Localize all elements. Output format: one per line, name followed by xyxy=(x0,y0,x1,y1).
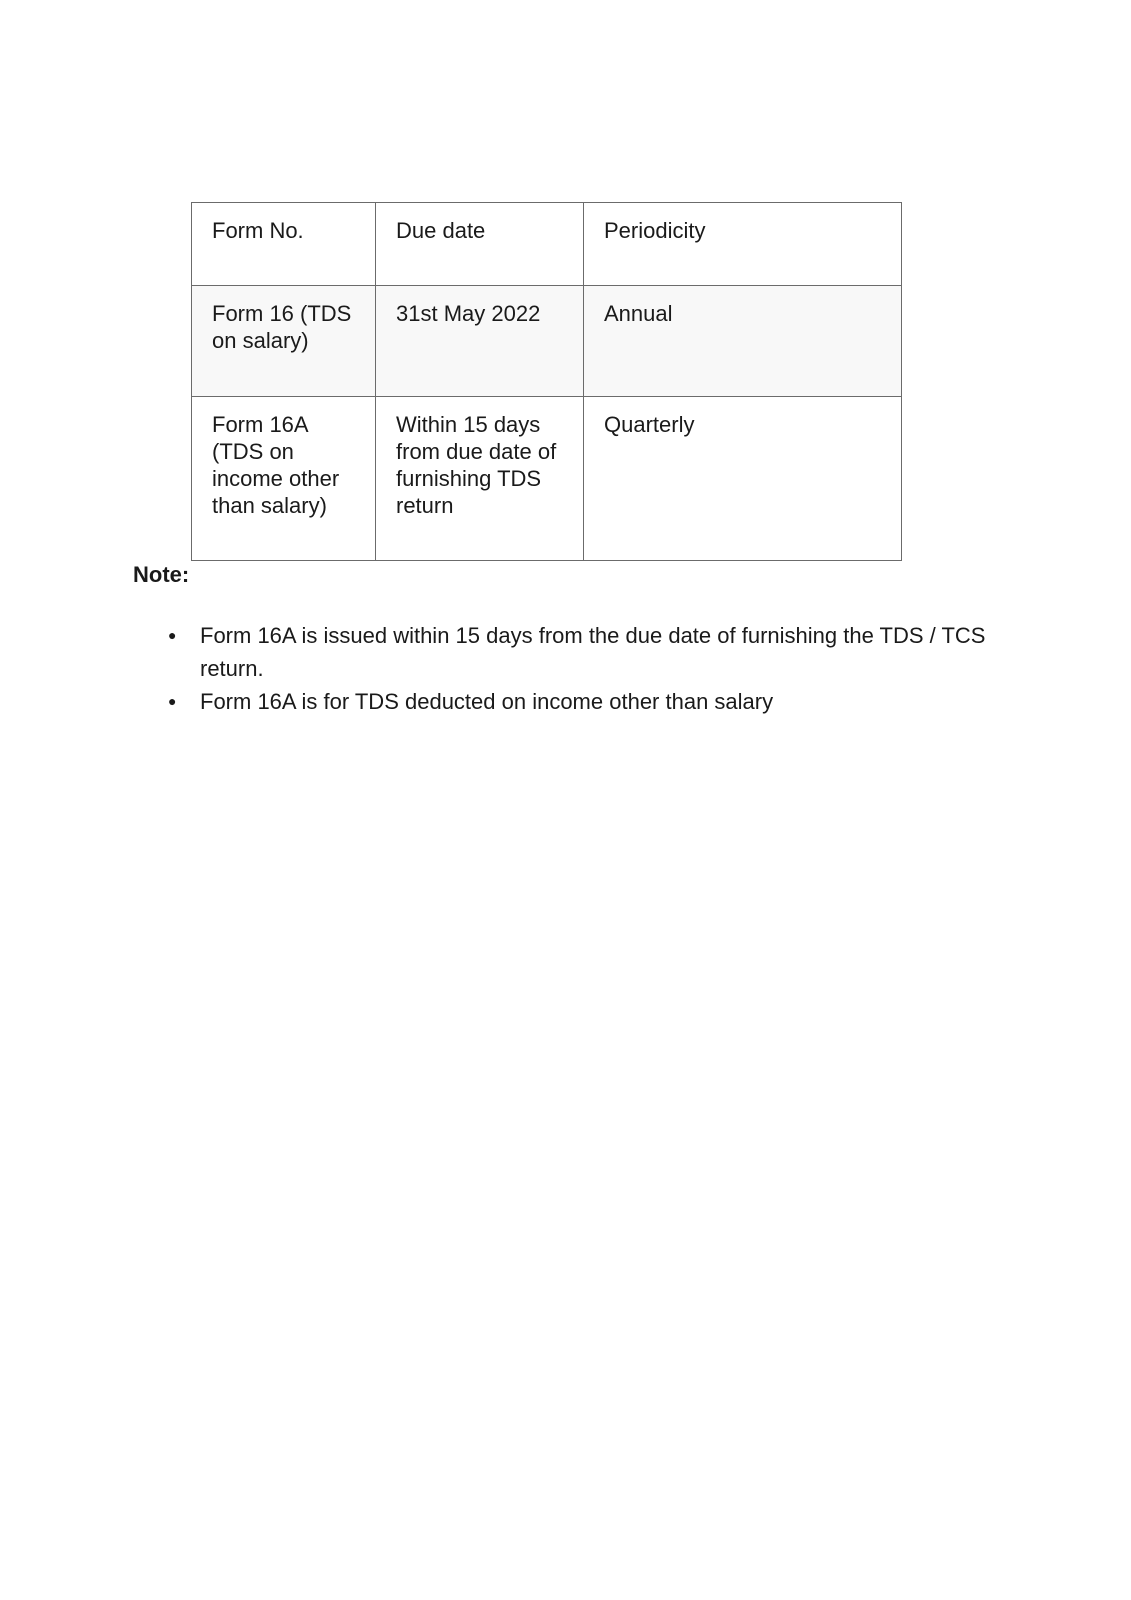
header-form-no: Form No. xyxy=(192,203,376,286)
table-row xyxy=(192,286,902,397)
bullet-icon: ● xyxy=(168,627,177,643)
list-item xyxy=(160,619,1020,685)
list-item xyxy=(160,685,1020,718)
bullet-icon: ● xyxy=(168,693,177,709)
cell-periodicity: Quarterly xyxy=(584,397,902,561)
cell-due-date: Within 15 days from due date of furnishing TDS return xyxy=(376,397,584,561)
header-periodicity: Periodicity xyxy=(584,203,902,286)
forms-table xyxy=(191,202,902,561)
cell-form-no: Form 16A (TDS on income other than salary) xyxy=(192,397,376,561)
note-text: Form 16A is issued within 15 days from the due date of furnishing the TDS / TCS return. xyxy=(200,623,986,681)
cell-periodicity: Annual xyxy=(584,286,902,397)
table-header-row xyxy=(192,203,902,286)
header-due-date: Due date xyxy=(376,203,584,286)
note-list xyxy=(160,619,1020,718)
cell-due-date: 31st May 2022 xyxy=(376,286,584,397)
table-row xyxy=(192,397,902,561)
cell-form-no: Form 16 (TDS on salary) xyxy=(192,286,376,397)
note-heading: Note: xyxy=(133,562,190,587)
note-text: Form 16A is for TDS deducted on income other than salary xyxy=(200,689,774,714)
